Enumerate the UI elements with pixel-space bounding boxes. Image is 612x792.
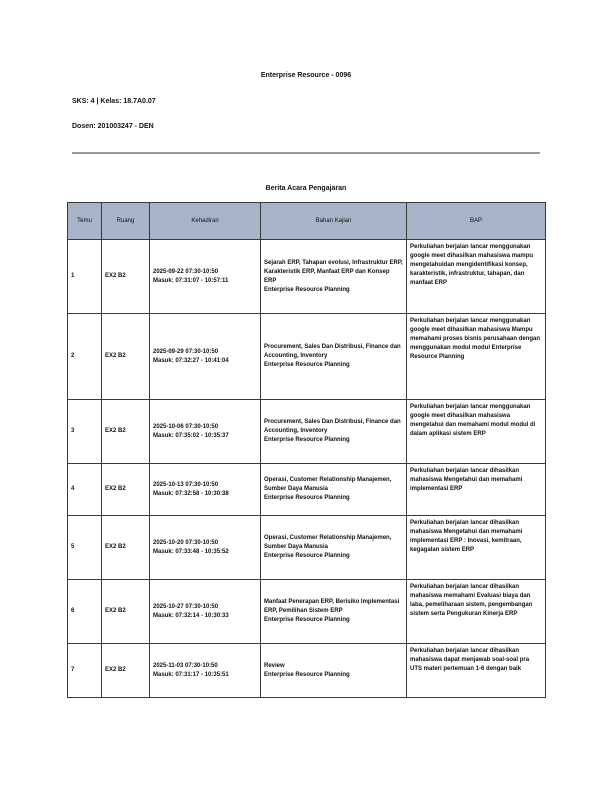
col-header-bahan-kajian: Bahan Kajian xyxy=(261,203,407,240)
bahan-course: Enterprise Resource Planning xyxy=(264,437,350,443)
bahan-course: Enterprise Resource Planning xyxy=(264,362,350,368)
cell-bahan-kajian xyxy=(261,464,407,516)
kehadiran-jadwal: 2025-11-03 07:30-10:50 xyxy=(153,662,218,669)
table-row xyxy=(68,400,546,464)
cell-bap: Perkuliahan berjalan lancar menggunakan google meet dihasilkan mahasiswa mampu mengetahuidan mengidentifikasi konsep, karakteristik, infrastruktur, tahapan, dan manfaat ERP xyxy=(407,240,546,314)
kehadiran-jadwal: 2025-10-06 07:30-10:50 xyxy=(153,423,219,430)
cell-kehadiran xyxy=(150,580,261,644)
cell-ruang: EX2 B2 xyxy=(102,644,150,698)
cell-ruang: EX2 B2 xyxy=(102,314,150,400)
kehadiran-masuk: Masuk: 07:31:07 - 10:57:11 xyxy=(153,277,229,284)
table-row xyxy=(68,464,546,516)
bahan-course: Enterprise Resource Planning xyxy=(264,286,350,293)
sks-kelas-line: SKS: 4 | Kelas: 18.7A0.07 xyxy=(72,98,156,105)
bahan-course: Enterprise Resource Planning xyxy=(264,553,350,559)
horizontal-divider xyxy=(72,152,540,154)
bahan-course: Enterprise Resource Planning xyxy=(264,671,350,678)
cell-ruang: EX2 B2 xyxy=(102,400,150,464)
cell-ruang: EX2 B2 xyxy=(102,516,150,580)
kehadiran-jadwal: 2025-10-27 07:30-10:50 xyxy=(153,603,219,610)
kehadiran-masuk: Masuk: 07:35:02 - 10:35:37 xyxy=(153,432,229,439)
kehadiran-masuk: Masuk: 07:32:14 - 10:30:33 xyxy=(153,612,229,619)
cell-temu: 7 xyxy=(68,644,102,698)
cell-kehadiran xyxy=(150,314,261,400)
bahan-topics: Procurement, Sales Dan Distribusi, Finance dan Accounting, Inventory xyxy=(264,419,401,434)
cell-bap: Perkuliahan berjalan lancar menggunakan google meet dihasilkan mahasiswa mengetahui dan memahami modul modul di dalam aplikasi sistem ERP xyxy=(407,400,546,464)
cell-kehadiran xyxy=(150,644,261,698)
table-row xyxy=(68,580,546,644)
cell-bahan-kajian xyxy=(261,516,407,580)
cell-bahan-kajian xyxy=(261,644,407,698)
kehadiran-masuk: Masuk: 07:32:27 - 10:41:04 xyxy=(153,357,229,364)
cell-bahan-kajian xyxy=(261,314,407,400)
cell-temu: 4 xyxy=(68,464,102,516)
cell-kehadiran xyxy=(150,240,261,314)
bahan-topics: Sejarah ERP, Tahapan evolusi, Infrastruktur ERP, Karakteristik ERP, Manfaat ERP dan Konsep ERP xyxy=(264,259,403,284)
kehadiran-masuk: Masuk: 07:33:48 - 10:35:52 xyxy=(153,548,229,555)
kehadiran-jadwal: 2025-09-29 07:30-10:50 xyxy=(153,348,219,355)
cell-bap: Perkuliahan berjalan lancar dihasilkan mahasiswa dapat menjawab soal-soal pra UTS materi pertemuan 1-6 dengan baik xyxy=(407,644,546,698)
cell-bap: Perkuliahan berjalan lancar dihasilkan mahasiswa memahami Evaluasi biaya dan laba, pemeliharaan sistem, pengembangan sistem serta Pengukuran Kinerja ERP xyxy=(407,580,546,644)
kehadiran-jadwal: 2025-09-22 07:30-10:50 xyxy=(153,268,219,275)
bahan-topics: Procurement, Sales Dan Distribusi, Finance dan Accounting, Inventory xyxy=(264,344,401,359)
table-row xyxy=(68,516,546,580)
table-row xyxy=(68,644,546,698)
table-row xyxy=(68,240,546,314)
cell-ruang: EX2 B2 xyxy=(102,580,150,644)
cell-kehadiran xyxy=(150,464,261,516)
cell-bap: Perkuliahan berjalan lancar dihasilkan mahasiswa Mengetahui dan memahami implementasi ERP : Inovasi, kemitraan, kegagalan sistem ERP xyxy=(407,516,546,580)
cell-temu: 3 xyxy=(68,400,102,464)
kehadiran-masuk: Masuk: 07:31:17 - 10:35:51 xyxy=(153,671,229,678)
kehadiran-masuk: Masuk: 07:32:58 - 10:30:38 xyxy=(153,490,229,497)
cell-temu: 2 xyxy=(68,314,102,400)
cell-temu: 6 xyxy=(68,580,102,644)
cell-ruang: EX2 B2 xyxy=(102,464,150,516)
table-title: Berita Acara Pengajaran xyxy=(265,185,347,192)
bahan-topics: Review xyxy=(264,662,285,669)
cell-bap: Perkuliahan berjalan lancar menggunakan google meet dihasilkan mahasiswa Mampu memahami proses bisnis perusahaan dengan menggunakan modul modul Enterprise Resource Planning xyxy=(407,314,546,400)
cell-bahan-kajian xyxy=(261,400,407,464)
bahan-course: Enterprise Resource Planning xyxy=(264,495,350,501)
cell-kehadiran xyxy=(150,516,261,580)
col-header-ruang: Ruang xyxy=(102,203,150,240)
cell-ruang: EX2 B2 xyxy=(102,240,150,314)
col-header-kehadiran: Kehadiran xyxy=(150,203,261,240)
bahan-course: Enterprise Resource Planning xyxy=(264,617,350,623)
cell-kehadiran xyxy=(150,400,261,464)
document-title: Enterprise Resource - 0096 xyxy=(260,72,352,79)
cell-bap: Perkuliahan berjalan lancar dihasilkan mahasiswa Mengetahui dan memahami implementasi ERP xyxy=(407,464,546,516)
dosen-line: Dosen: 201003247 - DEN xyxy=(72,123,154,130)
col-header-temu: Temu xyxy=(68,203,102,240)
kehadiran-jadwal: 2025-10-20 07:30-10:50 xyxy=(153,539,219,546)
cell-bahan-kajian xyxy=(261,240,407,314)
bap-table xyxy=(67,202,546,698)
cell-bahan-kajian xyxy=(261,580,407,644)
bahan-topics: Manfaat Penerapan ERP, Berisiko Implementasi ERP, Pemilihan Sistem ERP xyxy=(264,599,400,614)
bahan-topics: Operasi, Customer Relationship Manajemen, Sumber Daya Manusia xyxy=(264,535,392,550)
cell-temu: 5 xyxy=(68,516,102,580)
bahan-topics: Operasi, Customer Relationship Manajemen, Sumber Daya Manusia xyxy=(264,477,392,492)
col-header-bap: BAP xyxy=(407,203,546,240)
table-header-row xyxy=(68,203,546,240)
kehadiran-jadwal: 2025-10-13 07:30-10:50 xyxy=(153,481,219,488)
table-row xyxy=(68,314,546,400)
cell-temu: 1 xyxy=(68,240,102,314)
